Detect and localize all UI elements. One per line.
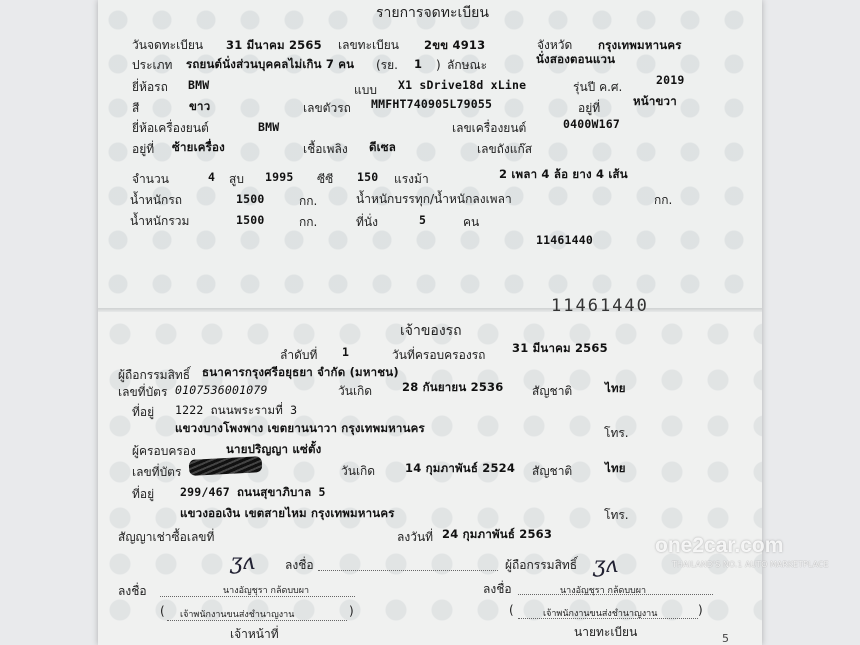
left-officer-name: นางอัญชุรา กล้ดบบผา: [223, 586, 310, 596]
possessor-birth-label: วันเกิด: [341, 464, 376, 478]
holder-birth-value: 28 กันยายน 2536: [402, 380, 504, 394]
possessor-address-line2: แขวงออเงิน เขตสายไหม กรุงเทพมหานคร: [180, 506, 395, 520]
order-label: ลำดับที่: [280, 348, 318, 362]
document-title: รายการจดทะเบียน: [376, 5, 489, 21]
cylinders-value: 4: [208, 170, 216, 184]
holder-sign-label: ผู้ถือกรรมสิทธิ์: [505, 558, 578, 572]
color-label: สี: [132, 101, 140, 115]
gross-weight-label: น้ำหนักรวม: [130, 214, 190, 228]
reg-date-label: วันจดทะเบียน: [132, 38, 204, 52]
year-value: 2019: [656, 73, 685, 87]
possessor-phone-label: โทร.: [604, 508, 629, 522]
serial-number: 11461440: [536, 233, 593, 247]
weight-unit: กก.: [299, 194, 318, 208]
possessor-nationality-label: สัญชาติ: [532, 464, 573, 478]
ry-label: (รย.: [376, 58, 398, 72]
model-value: X1 sDrive18d xLine: [398, 78, 527, 92]
seats-label: ที่นั่ง: [356, 215, 378, 229]
left-sign-label: ลงชื่อ: [118, 584, 147, 598]
page-number: 5: [722, 632, 729, 645]
brand-value: BMW: [188, 78, 210, 92]
gross-weight-value: 1500: [236, 213, 265, 227]
style-label: ลักษณะ: [447, 58, 488, 72]
ry-value: 1: [414, 57, 423, 71]
axle-wheel-tire: 2 เพลา 4 ล้อ ยาง 4 เส้น: [499, 167, 628, 181]
right-role: นายทะเบียน: [574, 625, 638, 639]
holder-phone-label: โทร.: [604, 426, 629, 440]
engine-no-label: เลขเครื่องยนต์: [452, 121, 527, 135]
horsepower-value: 150: [357, 170, 379, 184]
fuel-label: เชื้อเพลิง: [303, 142, 348, 156]
gas-tank-label: เลขถังแก๊ส: [477, 142, 533, 156]
left-officer-title: เจ้าพนักงานขนส่งชำนาญงาน: [180, 610, 295, 620]
weight-label: น้ำหนักรถ: [130, 193, 183, 207]
cc-value: 1995: [265, 170, 294, 184]
brand-label: ยี่ห้อรถ: [132, 80, 168, 94]
weight-value: 1500: [236, 192, 265, 206]
holder-signature: ʒʌ: [593, 553, 618, 578]
type-label: ประเภท: [132, 58, 173, 72]
possessor-address-label: ที่อยู่: [132, 487, 155, 501]
year-label: รุ่นปี ค.ศ.: [573, 80, 623, 94]
holder-label: ผู้ถือกรรมสิทธิ์: [118, 368, 191, 382]
cylinders-label: สูบ: [229, 172, 244, 186]
possessor-value: นายปริญญา แซ่ตั้ง: [226, 442, 322, 456]
left-paren-open: (: [160, 604, 165, 618]
engine-position-label: อยู่ที่: [132, 142, 155, 156]
owner-section-title: เจ้าของรถ: [400, 323, 462, 339]
chassis-position-label: อยู่ที่: [578, 101, 601, 115]
right-officer-name: นางอัญชุรา กล้ดบบผา: [560, 586, 647, 596]
load-unit: กก.: [654, 193, 673, 207]
gross-weight-unit: กก.: [299, 215, 318, 229]
right-paren-open: (: [509, 603, 514, 617]
right-paren-close: ): [698, 603, 703, 617]
engine-position-value: ซ้ายเครื่อง: [172, 140, 225, 154]
ry-close: ): [436, 58, 441, 72]
right-title-line: [518, 618, 698, 619]
possessor-signature: ʒʌ: [230, 550, 255, 575]
model-label: แบบ: [354, 83, 377, 97]
horsepower-label: แรงม้า: [394, 172, 429, 186]
holder-value: ธนาคารกรุงศรีอยุธยา จำกัด (มหาชน): [202, 365, 399, 379]
serial-stamp: 11461440: [551, 296, 649, 316]
watermark-tagline: THAILAND'S NO.1 AUTO MARKETPLACE: [672, 560, 829, 569]
order-value: 1: [342, 345, 350, 359]
holder-id-label: เลขที่บัตร: [118, 385, 168, 399]
load-label: น้ำหนักบรรทุก/น้ำหนักลงเพลา: [356, 192, 512, 206]
holder-id-value: 0107536001079: [175, 383, 268, 397]
sign-line-possessor: [318, 570, 498, 571]
chassis-position-value: หน้าขวา: [633, 94, 677, 108]
holder-nationality-value: ไทย: [605, 381, 626, 395]
left-paren-close: ): [349, 604, 354, 618]
cc-label: ซีซี: [317, 172, 334, 186]
engine-brand-value: BMW: [258, 120, 280, 134]
holder-address-line2: แขวงบางโพงพาง เขตยานนาวา กรุงเทพมหานคร: [175, 421, 425, 435]
seats-unit: คน: [463, 215, 480, 229]
holder-birth-label: วันเกิด: [338, 384, 373, 398]
contract-label: สัญญาเช่าซื้อเลขที่: [118, 530, 215, 544]
chassis-value: MMFHT740905L79055: [371, 97, 493, 111]
possession-date-value: 31 มีนาคม 2565: [512, 341, 608, 355]
contract-date-label: ลงวันที่: [397, 530, 434, 544]
plate-label: เลขทะเบียน: [338, 38, 399, 52]
province-label: จังหวัด: [537, 38, 573, 52]
reg-date-value: 31 มีนาคม 2565: [226, 38, 322, 52]
style-value: นั่งสองตอนแวน: [536, 52, 616, 66]
possessor-id-label: เลขที่บัตร: [132, 465, 182, 479]
right-sign-line: [518, 594, 713, 595]
engine-no-value: 0400W167: [563, 117, 620, 131]
left-title-line: [167, 620, 347, 621]
left-sign-line: [160, 596, 355, 597]
possessor-nationality-value: ไทย: [605, 461, 626, 475]
type-value: รถยนต์นั่งส่วนบุคคลไม่เกิน 7 คน: [186, 57, 355, 71]
engine-brand-label: ยี่ห้อเครื่องยนต์: [132, 121, 209, 135]
watermark-logo: one2car.com: [655, 534, 784, 557]
right-sign-label: ลงชื่อ: [483, 582, 512, 596]
chassis-label: เลขตัวรถ: [303, 101, 351, 115]
contract-date-value: 24 กุมภาพันธ์ 2563: [442, 527, 553, 541]
fuel-value: ดีเซล: [369, 140, 397, 154]
possessor-label: ผู้ครอบครอง: [132, 444, 196, 458]
possessor-birth-value: 14 กุมภาพันธ์ 2524: [405, 461, 516, 475]
right-officer-title: เจ้าพนักงานขนส่งชำนาญงาน: [543, 609, 658, 619]
holder-address-label: ที่อยู่: [132, 405, 155, 419]
holder-address-line1: 1222 ถนนพระรามที่ 3: [175, 403, 298, 417]
count-label: จำนวน: [132, 172, 169, 186]
possession-date-label: วันที่ครอบครองรถ: [392, 348, 486, 362]
sign-label-possessor: ลงชื่อ: [285, 558, 314, 572]
plate-value: 2ขข 4913: [424, 38, 486, 52]
seats-value: 5: [419, 213, 427, 227]
holder-nationality-label: สัญชาติ: [532, 384, 573, 398]
possessor-address-line1: 299/467 ถนนสุขาภิบาล 5: [180, 485, 326, 499]
province-value: กรุงเทพมหานคร: [598, 38, 682, 52]
color-value: ขาว: [189, 99, 211, 113]
left-role: เจ้าหน้าที่: [230, 627, 279, 641]
